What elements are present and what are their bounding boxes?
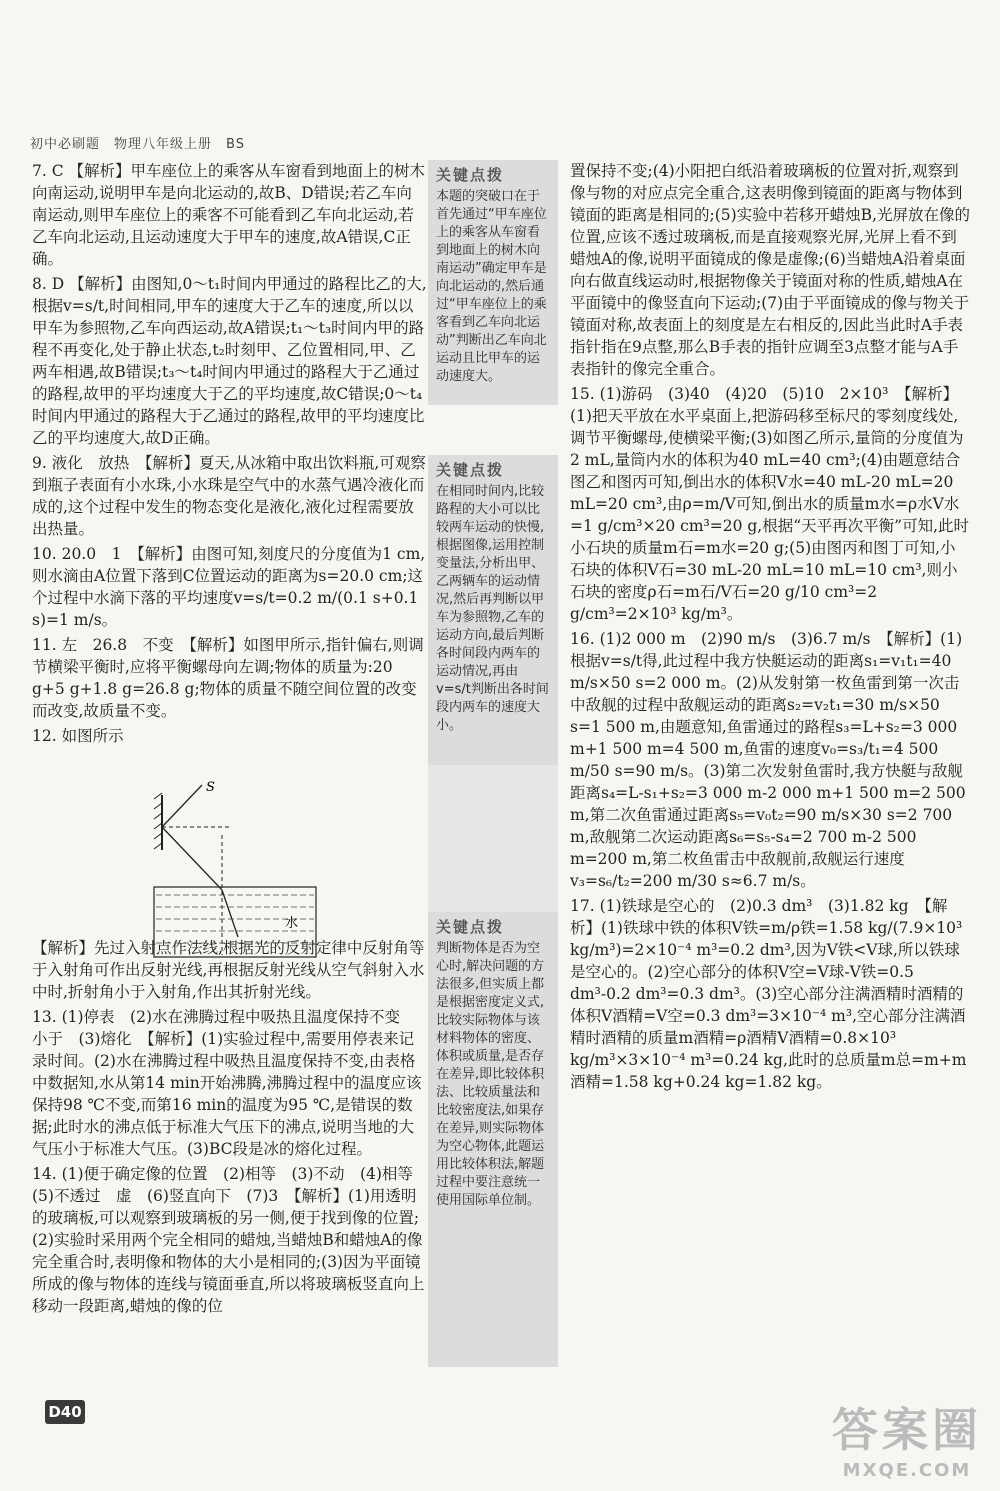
key-tip-title: 关键点拨 <box>436 461 505 479</box>
answer-15: 15. (1)游码 (3)40 (4)20 (5)10 2×10³ 【解析】(1)把天平放在水平桌面上,把游码移至标尺的零刻度线处,调节平衡螺母,使横梁平衡;(3)如图乙所示,量筒的分度值为2 mL,量筒内水的体积为40 mL=40 cm³;(4)由题意结合图乙和图丙可知,倒出水的体积V水=40 mL-20 mL=20 mL=20 cm³,由ρ=m/V可知,倒出水的质量m水=ρ水V水=1 g/cm³×20 cm³=20 g,根据“天平再次平衡”可知,此时小石块的质量m石=m水=20 g;(5)由图丙和图丁可知,小石块的体积V石=30 mL-20 mL=10 mL=10 cm³,则小石块的密度ρ石=m石/V石=20 g/10 cm³=2 g/cm³=2×10³ kg/m³。 <box>570 385 970 623</box>
key-tip-box-1 <box>428 160 558 405</box>
key-tip-body: 判断物体是否为空心时,解决问题的方法很多,但实质上都是根据密度定义式,比较实际物体与该材料物体的密度、体积或质量,是否存在差异,即比较体积法、比较质量法和比较密度法,如果存在差异,则实际物体为空心物体,此题运用比较体积法,解题过程中要注意统一使用国际单位制。 <box>436 941 545 1208</box>
key-tip-body: 在相同时间内,比较路程的大小可以比较两车运动的快慢,根据图像,运用控制变量法,分析出甲、乙两辆车的运动情况,然后再判断以甲车为参照物,乙车的运动方向,最后判断各时间段内两车的运动情况,再由v=s/t判断出各时间段内两车的速度大小。 <box>436 484 549 733</box>
answer-12: 12. 如图所示 <box>32 727 124 745</box>
answer-11: 11. 左 26.8 不变 【解析】如图甲所示,指针偏右,则调节横梁平衡时,应将平衡螺母向左调;物体的质量为:20 g+5 g+1.8 g=26.8 g;物体的质量不随空间位置的改变而改变,故质量不变。 <box>32 636 424 720</box>
key-tip-body: 本题的突破口在于首先通过“甲车座位上的乘客从车窗看到地面上的树木向南运动”确定甲车是向北运动的,然后通过“甲车座位上的乘客看到乙车向北运动”判断出乙车向北运动且比甲车的运动速度大。 <box>436 189 547 384</box>
page-header: 初中必刷题 物理八年级上册 BS <box>30 137 245 152</box>
answer-17: 17. (1)铁球是空心的 (2)0.3 dm³ (3)1.82 kg 【解析】(1)铁球中铁的体积V铁=m/ρ铁=1.58 kg/(7.9×10³ kg/m³)=2×10⁻⁴ m³=0.2 dm³,因为V铁<V球,所以铁球是空心的。(2)空心部分的体积V空=V球-V铁=0.5 dm³-0.2 dm³=0.3 dm³。(3)空心部分注满酒精时酒精的体积V酒精=V空=0.3 dm³=3×10⁻⁴ m³,空心部分注满酒精时酒精的质量m酒精=ρ酒精V酒精=0.8×10³ kg/m³×3×10⁻⁴ m³=0.24 kg,此时的总质量m总=m+m酒精=1.58 kg+0.24 kg=1.82 kg。 <box>570 897 967 1091</box>
watermark-url: MXQE.COM <box>842 1460 972 1481</box>
answer-13: 13. (1)停表 (2)水在沸腾过程中吸热且温度保持不变 小于 (3)熔化 【解析】(1)实验过程中,需要用停表来记录时间。(2)水在沸腾过程中吸热且温度保持不变,由表格中数据知,水从第14 min开始沸腾,沸腾过程中的温度应该保持98 ℃不变,而第16 min的温度为95 ℃,是错误的数据;此时水的沸点低于标准大气压下的沸点,说明当地的大气压小于标准大气压。(3)BC段是冰的熔化过程。 <box>32 1008 422 1158</box>
key-tip-box-2 <box>428 455 558 765</box>
key-tip-box-3 <box>428 912 558 1367</box>
answer-12-analysis: 【解析】先过入射点作法线,根据光的反射定律中反射角等于入射角可作出反射光线,再根据反射光线从空气斜射入水中时,折射角小于入射角,作出其折射光线。 <box>32 939 425 1001</box>
water-label: 水 <box>285 916 299 931</box>
key-tip-title: 关键点拨 <box>436 166 505 184</box>
left-column <box>32 160 427 1320</box>
answer-14: 14. (1)便于确定像的位置 (2)相等 (3)不动 (4)相等 (5)不透过 虚 (6)竖直向下 (7)3 【解析】(1)用透明的玻璃板,可以观察到玻璃板的另一侧,便于找到像的位置;(2)实验时采用两个完全相同的蜡烛,当蜡烛B和蜡烛A的像完全重合时,表明像和物体的大小是相同的;(3)因为平面镜所成的像与物体的连线与镜面垂直,所以将玻璃板竖直向上移动一段距离,蜡烛的像的位 <box>32 1165 429 1315</box>
answer-10: 10. 20.0 1 【解析】由图可知,刻度尺的分度值为1 cm,则水滴由A位置下落到C位置运动的距离为s=20.0 cm;这个过程中水滴下落的平均速度v=s/t=0.2 m/(0.1 s+0.1 s)=1 m/s。 <box>32 545 426 629</box>
right-column <box>570 160 970 1096</box>
answer-7: 7. C 【解析】甲车座位上的乘客从车窗看到地面上的树木向南运动,说明甲车是向北运动的,故B、D错误;若乙车向南运动,则甲车座位上的乘客不可能看到乙车向北运动,若乙车向北运动,且运动速度大于甲车的速度,故A错误,C正确。 <box>32 162 426 268</box>
sidebar-strip <box>428 765 558 912</box>
point-s-label: S <box>206 780 215 795</box>
watermark-logo <box>832 1394 982 1481</box>
key-tip-title: 关键点拨 <box>436 918 505 936</box>
answer-8: 8. D 【解析】由图知,0～t₁时间内甲通过的路程比乙的大,根据v=s/t,时间相同,甲车的速度大于乙车的速度,所以以甲车为参照物,乙车向西运动,故A错误;t₁～t₃时间内甲的路程不再变化,处于静止状态,t₂时刻甲、乙位置相同,甲、乙两车相遇,故B错误;t₃～t₄时间内甲通过的路程大于乙通过的路程,故甲的平均速度大于乙的平均速度,故C错误;0～t₄时间内甲通过的路程大于乙通过的路程,故甲的平均速度比乙的平均速度大,故D正确。 <box>32 275 427 447</box>
answer-16: 16. (1)2 000 m (2)90 m/s (3)6.7 m/s 【解析】(1)根据v=s/t得,此过程中我方快艇运动的距离s₁=v₁t₁=40 m/s×50 s=2 000 m。(2)从发射第一枚鱼雷到第一次击中敌舰的过程中敌舰运动的距离s₂=v₂t₁=30 m/s×50 s=1 500 m,由题意知,鱼雷通过的路程s₃=L+s₂=3 000 m+1 500 m=4 500 m,鱼雷的速度v₀=s₃/t₁=4 500 m/50 s=90 m/s。(3)第二次发射鱼雷时,我方快艇与敌舰距离s₄=L-s₁+s₂=3 000 m-2 000 m+1 500 m=2 500 m,第二次鱼雷通过距离s₅=v₀t₂=90 m/s×30 s=2 700 m,敌舰第二次运动距离s₆=s₅-s₄=2 700 m-2 500 m=200 m,第二枚鱼雷击中敌舰前,敌舰运行速度v₃=s₆/t₂=200 m/30 s≈6.7 m/s。 <box>570 630 966 890</box>
answer-14-continued: 置保持不变;(4)小阳把白纸沿着玻璃板的位置对折,观察到像与物的对应点完全重合,这表明像到镜面的距离与物体到镜面的距离是相同的;(5)实验中若移开蜡烛B,光屏放在像的位置,应该不透过玻璃板,而是直接观察光屏,光屏上看不到蜡烛A的像,说明平面镜成的像是虚像;(6)当蜡烛A沿着桌面向右做直线运动时,根据物像关于镜面对称的性质,蜡烛A在平面镜中的像竖直向下运动;(7)由于平面镜成的像与物关于镜面对称,故表面上的刻度是左右相反的,因此当此时A手表指针指在9点整,那么B手表的指针应调至3点整才能与A手表指针的像完全重合。 <box>570 162 970 378</box>
watermark-logo-text: 答案圈 <box>832 1403 982 1457</box>
answer-9: 9. 液化 放热 【解析】夏天,从冰箱中取出饮料瓶,可观察到瓶子表面有小水珠,小水珠是空气中的水蒸气遇冷液化而成的,这个过程中发生的物态变化是液化,液化过程需要放出热量。 <box>32 454 426 538</box>
page-number: D40 <box>45 1400 85 1424</box>
reflection-refraction-diagram <box>150 775 330 960</box>
